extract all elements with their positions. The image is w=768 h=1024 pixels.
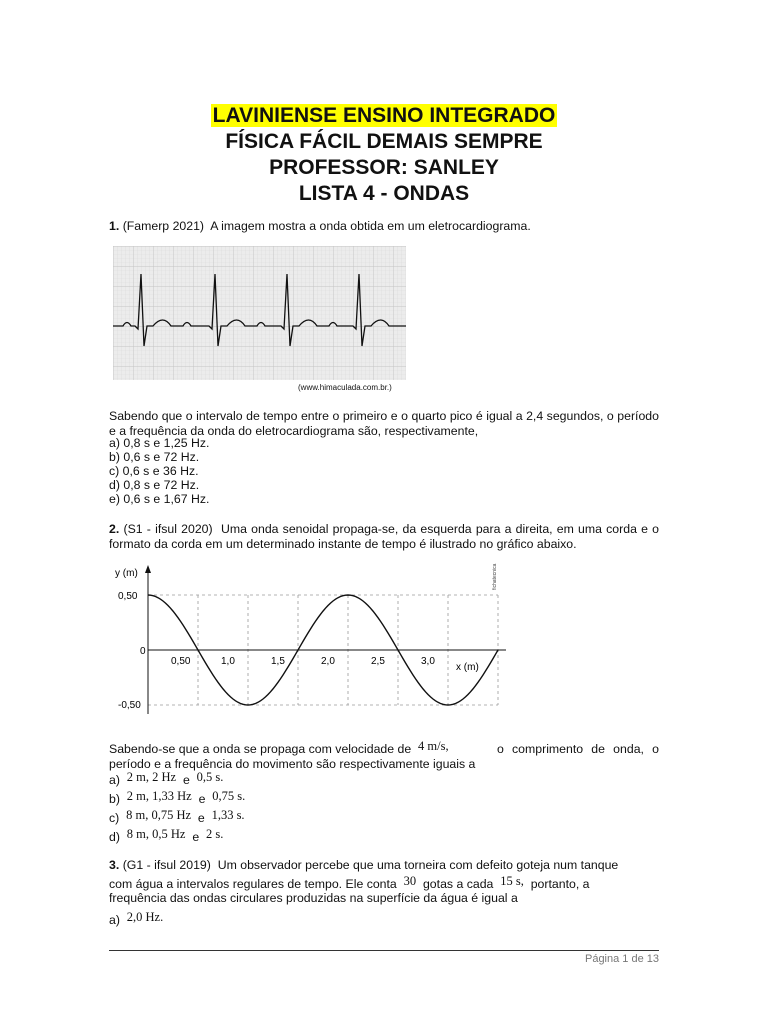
footer-divider [109,950,659,951]
teacher-title: PROFESSOR: SANLEY [269,156,499,179]
x-axis-label: x (m) [456,662,479,673]
y-axis-label: y (m) [115,568,138,579]
q1-intro: 1. (Famerp 2021) A imagem mostra a onda obtida em um eletrocardiograma. [109,219,531,233]
q2-option-d: d) 8 m, 0,5 Hz e 2 s. [109,827,224,844]
q3-line2: com água a intervalos regulares de tempo. Ele conta 30 gotas a cada 15 s, portanto, a [109,874,590,891]
q1-option-c: c) 0,6 s e 36 Hz. [109,464,199,478]
x-tick-label: 2,0 [321,656,335,667]
q1-stem: Sabendo que o intervalo de tempo entre o primeiro e o quarto pico é igual a 2,4 segundos, o período e a frequência da onda do eletrocardiograma são, respectivamente, [109,409,659,438]
x-tick-label: 3,0 [421,656,435,667]
q1-option-e: e) 0,6 s e 1,67 Hz. [109,492,210,506]
page-number: Página 1 de 13 [584,953,659,965]
q2-stem: o comprimento de onda, o período e a frequência do movimento são respectivamente iguais a [109,742,659,771]
x-tick-label: 1,0 [221,656,235,667]
q2-option-c: c) 8 m, 0,75 Hz e 1,33 s. [109,808,245,825]
q2-option-a: a) 2 m, 2 Hz e 0,5 s. [109,770,224,787]
wave-graph [110,562,516,720]
q2-option-b: b) 2 m, 1,33 Hz e 0,75 s. [109,789,246,806]
q2-intro: 2. (S1 - ifsul 2020) Uma onda senoidal propaga-se, da esquerda para a direita, em uma corda e o formato da corda em um determinado instante de tempo é ilustrado no gráfico abaixo. [109,522,659,551]
list-title: LISTA 4 - ONDAS [298,182,470,205]
q1-option-a: a) 0,8 s e 1,25 Hz. [109,436,210,450]
image-credit: (www.himaculada.com.br.) [298,383,392,392]
q3-line3: frequência das ondas circulares produzidas na superfície da água é igual a [109,891,518,905]
q1-option-d: d) 0,8 s e 72 Hz. [109,478,200,492]
course-title: FÍSICA FÁCIL DEMAIS SEMPRE [225,130,543,153]
x-tick-label: 1,5 [271,656,285,667]
y-tick-label-zero: 0 [140,646,146,657]
q2-stem-line1: Sabendo-se que a onda se propaga com velocidade de 4 m/s, [109,739,449,756]
q1-option-b: b) 0,6 s e 72 Hz. [109,450,200,464]
x-tick-label: 2,5 [371,656,385,667]
y-tick-label-bottom: -0,50 [118,700,141,711]
y-axis-arrow [145,565,151,573]
q3-option-a: a) 2,0 Hz. [109,910,164,927]
school-title: LAVINIENSE ENSINO INTEGRADO [212,104,556,127]
x-tick-label: 0,50 [171,656,191,667]
side-watermark: fichatecnica [492,563,498,590]
y-tick-label-top: 0,50 [118,591,138,602]
q3-line1: 3. (G1 - ifsul 2019) Um observador percebe que uma torneira com defeito goteja num tanque [109,858,619,872]
ecg-image [113,246,406,380]
